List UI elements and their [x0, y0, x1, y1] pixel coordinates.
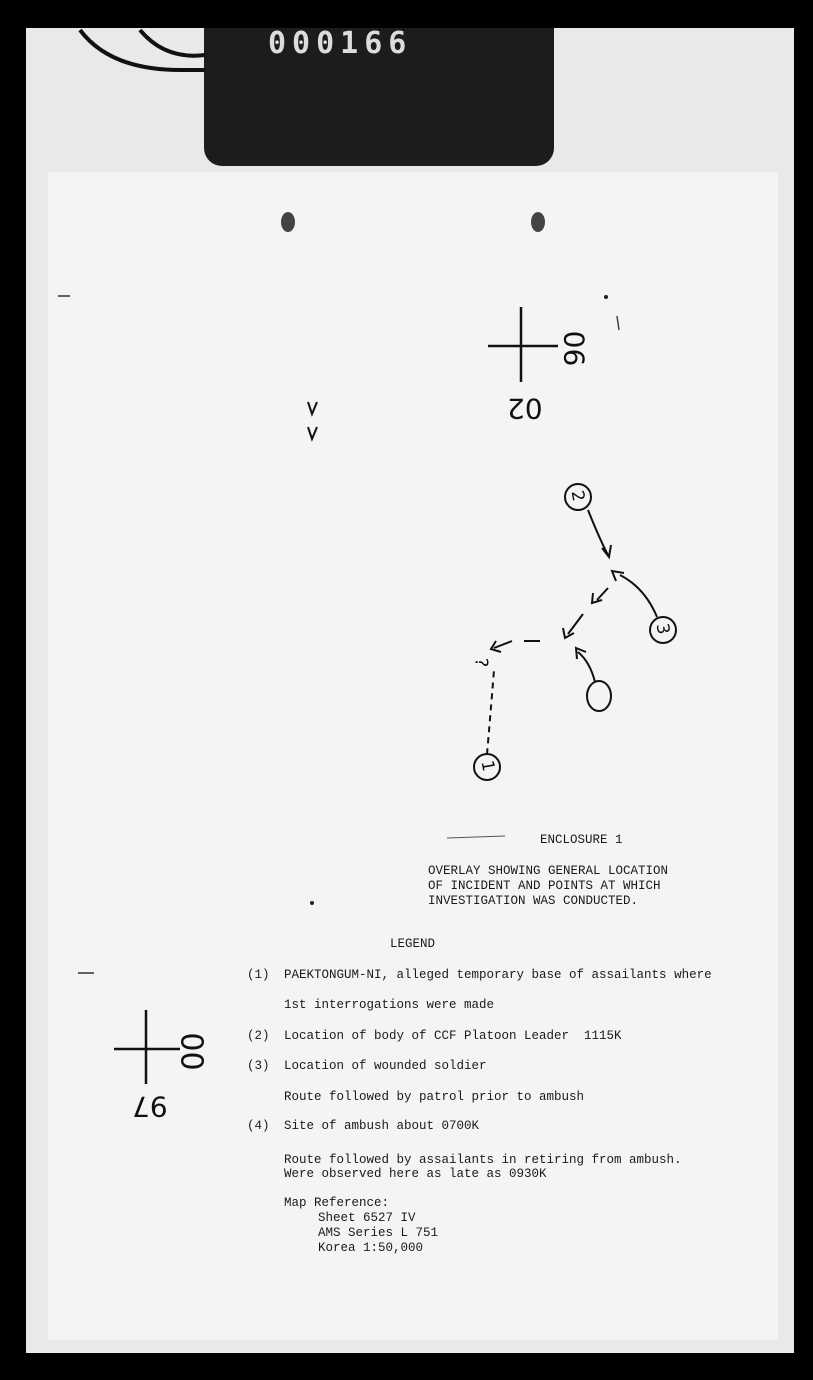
map-reference-line: Korea 1:50,000 — [318, 1241, 424, 1255]
circle-4 — [587, 681, 611, 711]
legend-number: (4) — [247, 1119, 270, 1133]
circle-label-3: 3 — [651, 621, 674, 637]
legend-text: Route followed by assailants in retiring from ambush. — [284, 1153, 682, 1167]
grid-cross-bottom — [114, 1010, 180, 1084]
route-lines — [487, 510, 657, 754]
grid-label-02: 02 — [507, 392, 543, 425]
legend-number: (1) — [247, 968, 270, 982]
legend-number: (3) — [247, 1059, 270, 1073]
enclosure-line: INVESTIGATION WAS CONDUCTED. — [428, 894, 639, 908]
map-reference-line: Sheet 6527 IV — [318, 1211, 416, 1225]
north-arrow-marks — [308, 402, 317, 439]
enclosure-title: ENCLOSURE 1 — [540, 833, 623, 847]
circle-label-2: 2 — [566, 488, 589, 504]
query-mark: ? — [470, 657, 492, 668]
grid-cross-top — [488, 307, 558, 382]
circle-label-1: 1 — [476, 758, 499, 774]
legend-text: PAEKTONGUM-NI, alleged temporary base of assailants where — [284, 968, 712, 982]
legend-number: (2) — [247, 1029, 270, 1043]
punch-hole — [281, 212, 295, 232]
frame-counter-digits: 000166 — [268, 26, 413, 61]
map-reference-line: AMS Series L 751 — [318, 1226, 439, 1240]
grid-label-00: 00 — [173, 1032, 209, 1071]
punch-hole — [531, 212, 545, 232]
legend-text: Site of ambush about 0700K — [284, 1119, 480, 1133]
legend-text: Were observed here as late as 0930K — [284, 1167, 547, 1181]
enclosure-line: OVERLAY SHOWING GENERAL LOCATION — [428, 864, 669, 878]
grid-label-97: 97 — [132, 1090, 168, 1123]
legend-text: Location of body of CCF Platoon Leader 1115K — [284, 1029, 622, 1043]
map-reference-label: Map Reference: — [284, 1196, 390, 1210]
legend-text: Route followed by patrol prior to ambush — [284, 1090, 585, 1104]
grid-label-06: 06 — [557, 330, 591, 367]
enclosure-line: OF INCIDENT AND POINTS AT WHICH — [428, 879, 661, 893]
legend-text: Location of wounded soldier — [284, 1059, 487, 1073]
legend-heading: LEGEND — [390, 937, 436, 951]
legend-text: 1st interrogations were made — [284, 998, 495, 1012]
